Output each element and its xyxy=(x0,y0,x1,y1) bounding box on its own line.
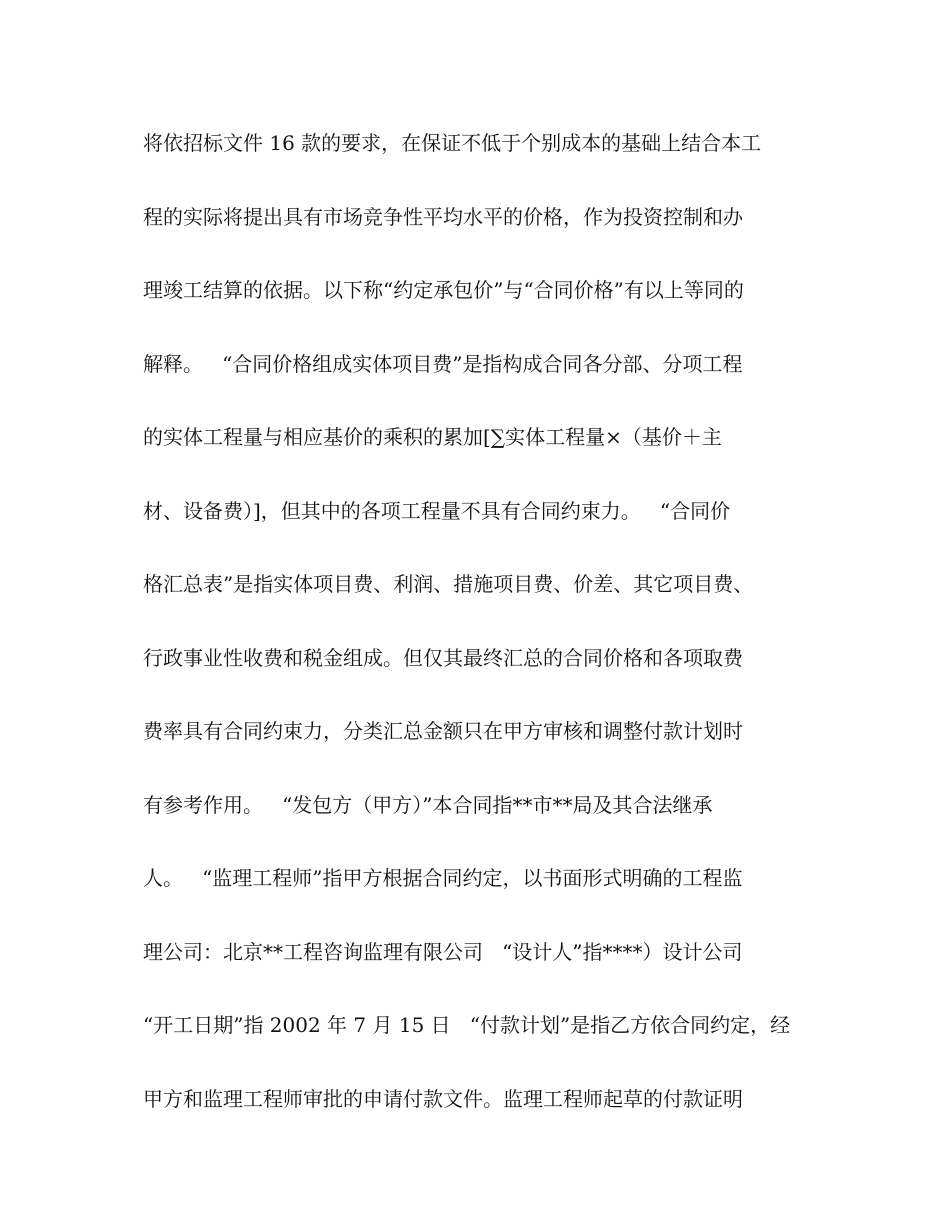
text-line: 材、设备费）]，但其中的各项工程量不具有合同约束力。 “合同价 xyxy=(143,498,731,523)
text-line: 将依招标文件 16 款的要求，在保证不低于个别成本的基础上结合本工 xyxy=(143,131,762,155)
text-line: 有参考作用。 “发包方（甲方）”本合同指**市**局及其合法继承 xyxy=(143,792,713,817)
text-line: 甲方和监理工程师审批的申请付款文件。监理工程师起草的付款证明 xyxy=(143,1086,743,1111)
text-line: 理公司：北京**工程咨询监理有限公司 “设计人”指****）设计公司 xyxy=(143,939,743,964)
text-line: 格汇总表”是指实体项目费、利润、措施项目费、价差、其它项目费、 xyxy=(143,572,754,596)
text-line: 解释。 “合同价格组成实体项目费”是指构成合同各分部、分项工程 xyxy=(143,351,743,376)
text-line: 程的实际将提出具有市场竞争性平均水平的价格，作为投资控制和办 xyxy=(143,204,743,229)
text-line: 行政事业性收费和税金组成。但仅其最终汇总的合同价格和各项取费 xyxy=(143,645,743,670)
text-line: 的实体工程量与相应基价的乘积的累加[∑实体工程量×（基价＋主 xyxy=(143,425,722,449)
text-line: 费率具有合同约束力，分类汇总金额只在甲方审核和调整付款计划时 xyxy=(143,719,743,743)
text-line: “开工日期”指 2002 年 7 月 15 日 “付款计划”是指乙方依合同约定，经 xyxy=(143,1013,791,1037)
text-line: 人。 “监理工程师”指甲方根据合同约定，以书面形式明确的工程监 xyxy=(143,866,743,890)
body-text xyxy=(143,125,823,1154)
text-line: 理竣工结算的依据。以下称“约定承包价”与“合同价格”有以上等同的 xyxy=(143,278,744,302)
